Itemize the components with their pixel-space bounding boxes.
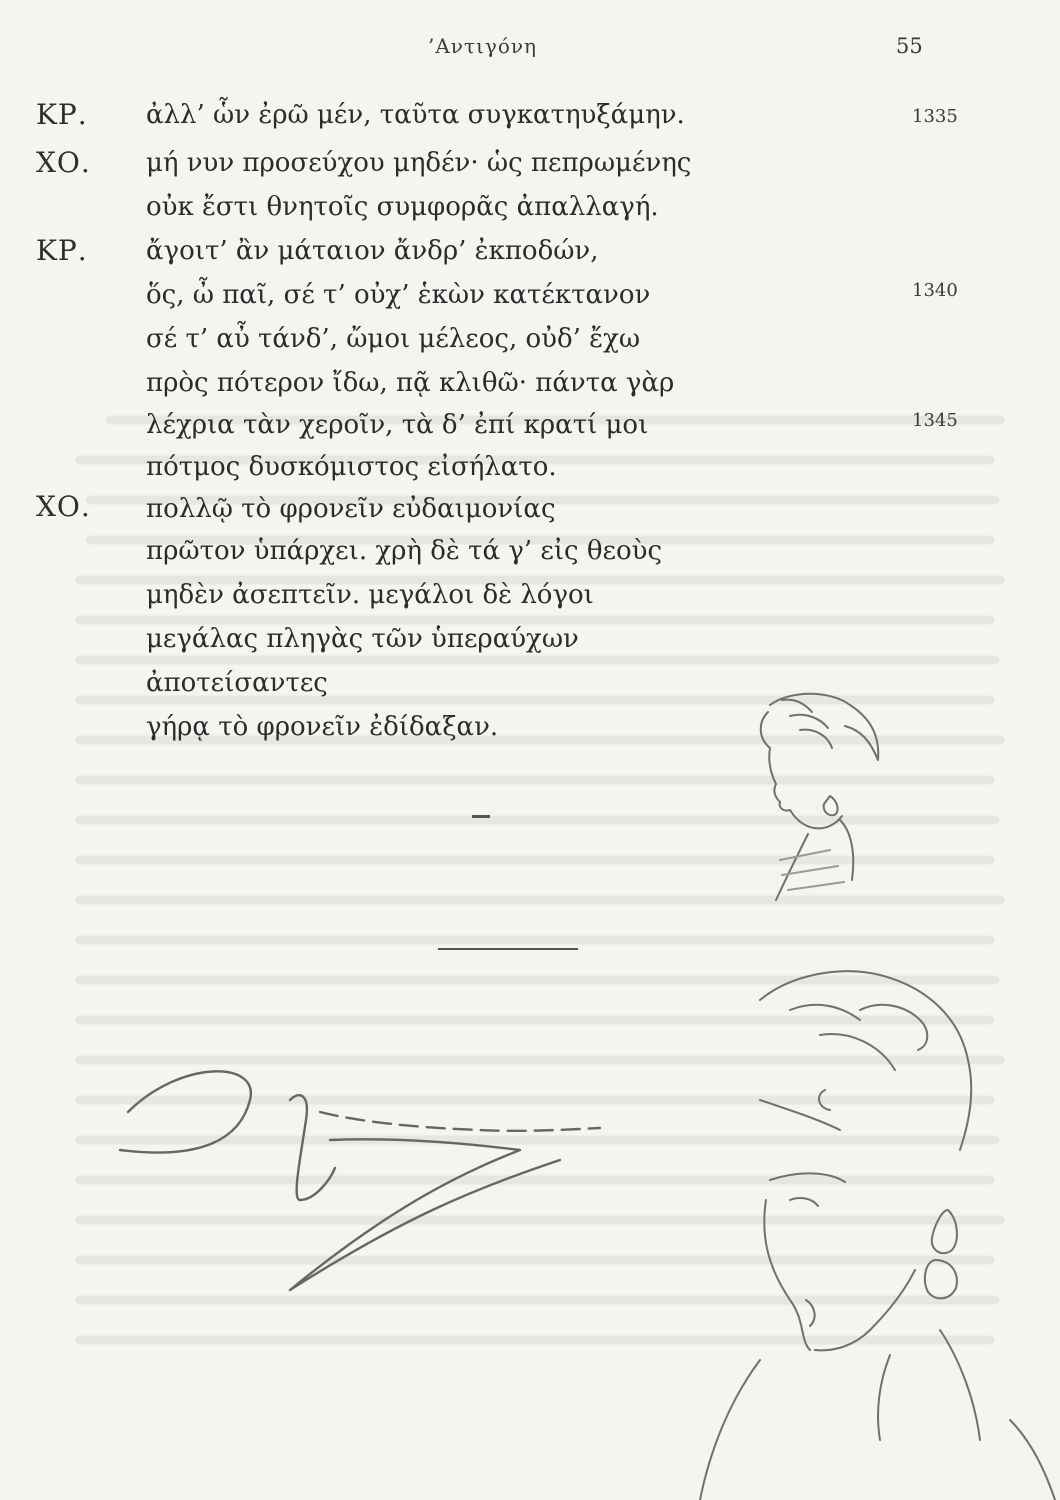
verse-line: ἀλλ’ ὧν ἐρῶ μέν, ταῦτα συγκατηυξάμην. [146,100,685,130]
line-number: 1345 [912,410,958,431]
large-portrait-sketch [700,971,1055,1500]
verse-line: μή νυν προσεύχου μηδέν· ὡς πεπρωμένης [146,148,692,178]
running-header-title: ’Αντιγόνη [428,34,537,58]
speaker-label: ΧΟ. [36,146,91,179]
verse-line: πολλῷ τὸ φρονεῖν εὐδαιμονίας [146,494,556,524]
verse-line: σέ τ’ αὖ τάνδ’, ὤμοι μέλεος, οὐδ’ ἔχω [146,324,641,354]
verse-line: μεγάλας πληγὰς τῶν ὑπεραύχων [146,624,579,654]
verse-line: μηδὲν ἀσεπτεῖν. μεγάλοι δὲ λόγοι [146,580,594,610]
verse-line: πότμος δυσκόμιστος εἰσήλατο. [146,452,557,482]
verse-line: ἄγοιτ’ ἂν μάταιον ἄνδρ’ ἐκποδών, [146,236,599,266]
speaker-label: ΚΡ. [36,98,88,131]
verse-line: ὅς, ὦ παῖ, σέ τ’ οὐχ’ ἑκὼν κατέκτανον [146,280,651,310]
verse-line: λέχρια τὰν χεροῖν, τὰ δ’ ἐπί κρατί μοι [146,410,649,440]
verse-line: ἀποτείσαντες [146,668,328,698]
verse-line: πρὸς πότερον ἴδω, πᾷ κλιθῶ· πάντα γὰρ [146,368,675,398]
line-number: 1335 [912,106,958,127]
small-portrait-sketch [761,694,879,900]
speaker-label: ΚΡ. [36,234,88,267]
verse-line: γήρᾳ τὸ φρονεῖν ἐδίδαξαν. [146,712,499,742]
line-number: 1340 [912,280,958,301]
page-number: 55 [896,34,923,58]
handwritten-signature [120,1071,600,1290]
speaker-label: ΧΟ. [36,490,91,523]
verse-line: πρῶτον ὑπάρχει. χρὴ δὲ τά γ’ εἰς θεοὺς [146,536,663,566]
verse-line: οὐκ ἔστι θνητοῖς συμφορᾶς ἀπαλλαγή. [146,192,659,222]
